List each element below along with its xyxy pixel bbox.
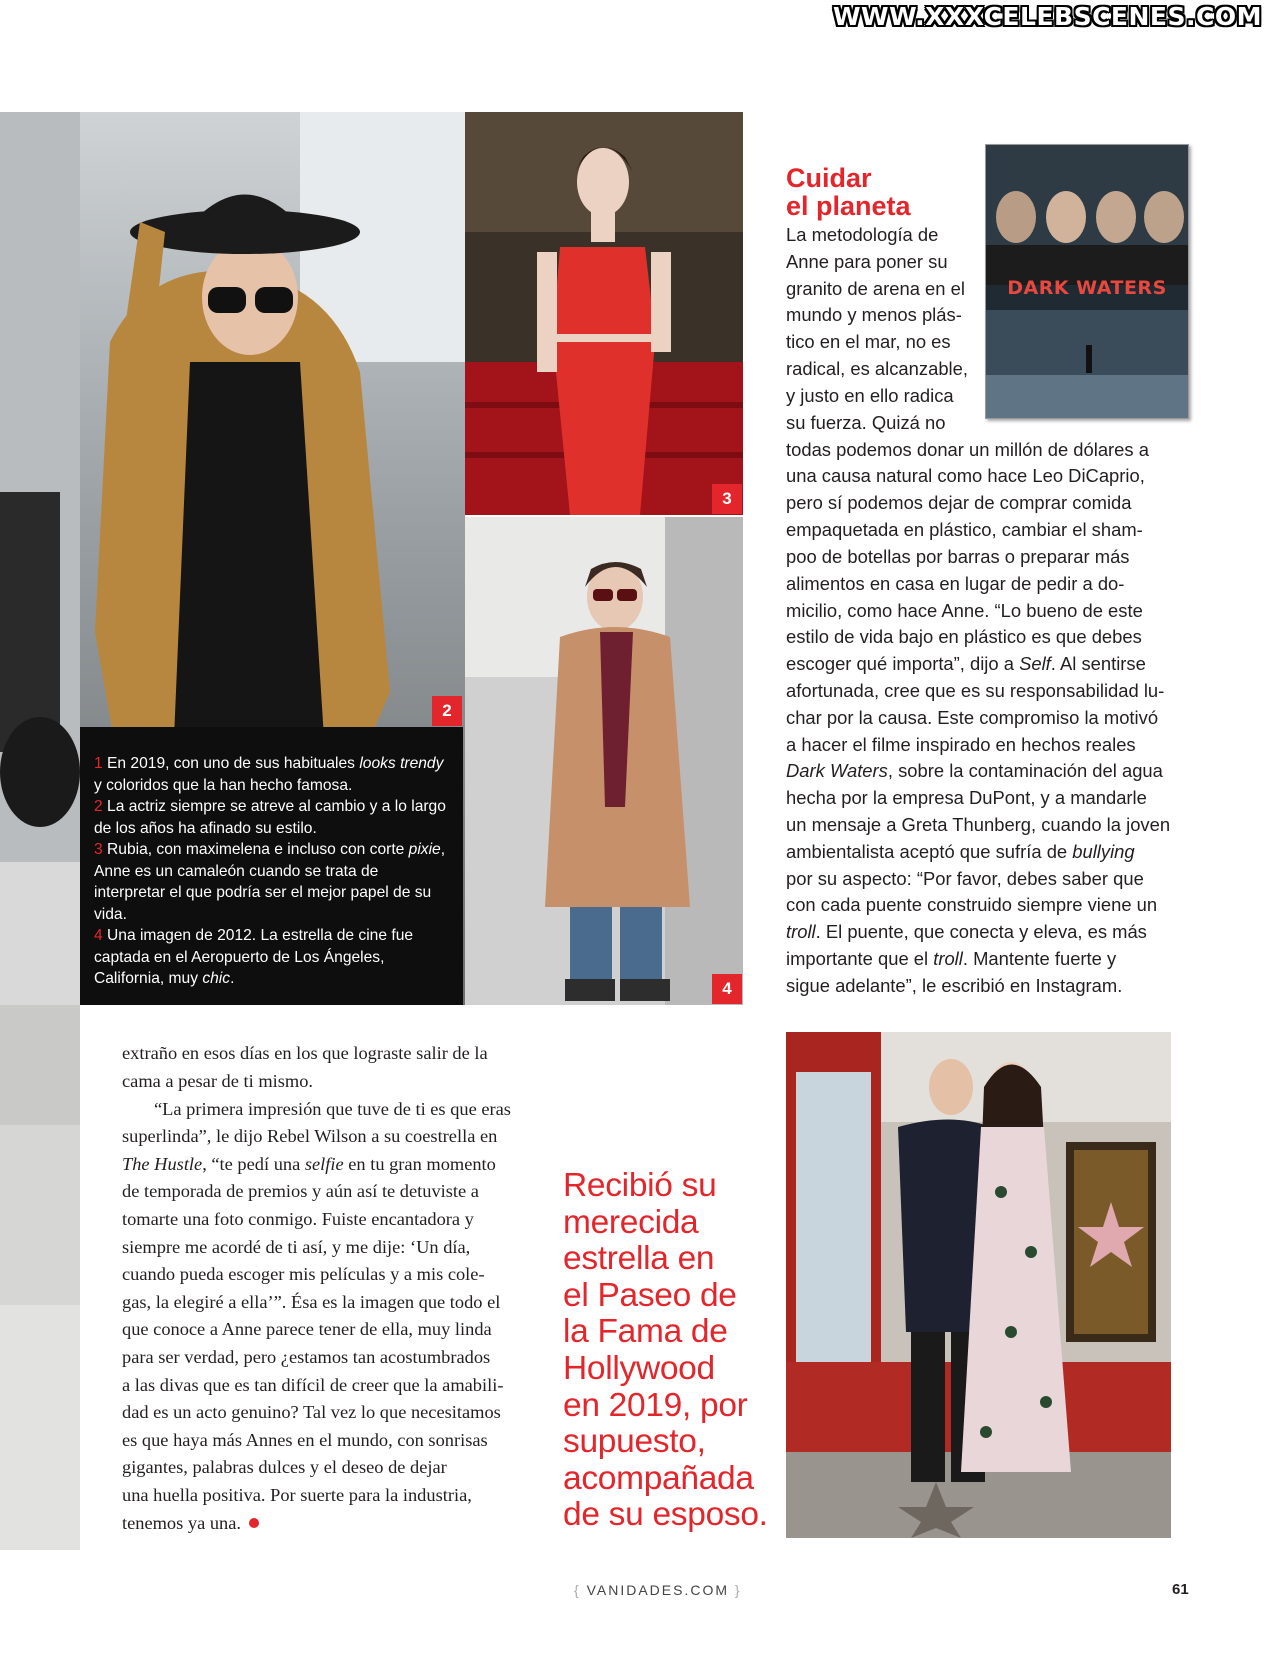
sidebar-line: La metodología de xyxy=(786,224,939,245)
sidebar-line: Anne para poner su xyxy=(786,251,948,272)
body-line: para ser verdad, pero ¿estamos tan acostumbrados xyxy=(122,1347,491,1367)
sidebar-line: escoger qué importa”, dijo a Self. Al sentirse xyxy=(786,653,1146,674)
watermark: WWW.XXXCELEBSCENES.COM xyxy=(832,2,1262,31)
body-line: cuando pueda escoger mis películas y a mis cole- xyxy=(122,1264,485,1284)
sidebar-line: troll. El puente, que conecta y eleva, es más xyxy=(786,921,1147,942)
sidebar-line: pero sí podemos dejar de comprar comida xyxy=(786,492,1132,513)
caption-1: 1 En 2019, con uno de sus habituales looks trendy y coloridos que la han hecho famosa. xyxy=(94,755,444,794)
photo-captions xyxy=(80,727,463,1005)
body-line: de temporada de premios y aún así te detuviste a xyxy=(122,1181,479,1201)
sidebar-line: su fuerza. Quizá no xyxy=(786,412,946,433)
body-line: tenemos ya una. xyxy=(122,1510,259,1538)
sidebar-line: char por la causa. Este compromiso la motivó xyxy=(786,707,1159,728)
photo-number-badge: 2 xyxy=(432,696,462,726)
sidebar-line: importante que el troll. Mantente fuerte y xyxy=(786,948,1117,969)
footer-website: { VANIDADES.COM } xyxy=(574,1582,742,1598)
body-line: dad es un acto genuino? Tal vez lo que necesitamos xyxy=(122,1402,501,1422)
sidebar-line: un mensaje a Greta Thunberg, cuando la joven xyxy=(786,814,1171,835)
body-line: cama a pesar de ti mismo. xyxy=(122,1071,313,1091)
sidebar-line: a hacer el filme inspirado en hechos reales xyxy=(786,734,1136,755)
caption-3: 3 Rubia, con maximelena e incluso con corte pixie, Anne es un camaleón cuando se trata de interpretar el que podría ser el mejor papel de su vida. xyxy=(94,841,446,923)
sidebar-title: Cuidar el planeta xyxy=(786,163,911,221)
caption-2: 2 La actriz siempre se atreve al cambio y a lo largo de los años ha afinado su estilo. xyxy=(94,798,446,837)
sidebar-line: poo de botellas por barras o preparar más xyxy=(786,546,1130,567)
sidebar-line: empaquetada en plástico, cambiar el sham- xyxy=(786,519,1143,540)
photo-walk-of-fame xyxy=(786,1032,1171,1538)
body-line: siempre me acordé de ti así, y me dije: ‘Un día, xyxy=(122,1237,471,1257)
body-line: superlinda”, le dijo Rebel Wilson a su coestrella en xyxy=(122,1126,498,1146)
body-line: tomarte una foto conmigo. Fuiste encantadora y xyxy=(122,1209,474,1229)
body-line: “La primera impresión que tuve de ti es que eras xyxy=(154,1099,511,1119)
body-line: a las divas que es tan difícil de creer que la amabili- xyxy=(122,1375,504,1395)
photo-street-edge xyxy=(0,1005,80,1550)
sidebar-line: Dark Waters, sobre la contaminación del agua xyxy=(786,760,1163,781)
sidebar-line: micilio, como hace Anne. “Lo bueno de este xyxy=(786,600,1143,621)
sidebar-line: mundo y menos plás- xyxy=(786,304,962,325)
photo-number-badge: 3 xyxy=(712,484,742,514)
sidebar-line: afortunada, cree que es su responsabilidad lu- xyxy=(786,680,1165,701)
body-line: gigantes, palabras dulces y el deseo de dejar xyxy=(122,1457,447,1477)
sidebar-line: alimentos en casa en lugar de pedir a do- xyxy=(786,573,1125,594)
sidebar-line: estilo de vida bajo en plástico es que debes xyxy=(786,626,1142,647)
sidebar-line: ambientalista aceptó que sufría de bullying xyxy=(786,841,1135,862)
body-line: The Hustle, “te pedí una selfie en tu gran momento xyxy=(122,1154,496,1174)
photo-trench-coat xyxy=(465,517,743,1005)
sidebar-line: y justo en ello radica xyxy=(786,385,954,406)
body-line: que conoce a Anne parece tener de ella, muy linda xyxy=(122,1319,492,1339)
end-mark-dot xyxy=(249,1518,259,1528)
sidebar-line: granito de arena en el xyxy=(786,278,965,299)
pull-quote: Recibió su merecida estrella en el Paseo de la Fama de Hollywood en 2019, por supuesto, acompañada de su esposo. xyxy=(563,1167,768,1534)
body-line: es que haya más Annes en el mundo, con sonrisas xyxy=(122,1430,488,1450)
sidebar-line: radical, es alcanzable, xyxy=(786,358,968,379)
photo-number-badge: 4 xyxy=(712,974,742,1004)
sidebar-line: una causa natural como hace Leo DiCaprio, xyxy=(786,465,1145,486)
sidebar-line: sigue adelante”, le escribió en Instagram. xyxy=(786,975,1123,996)
photo-red-dress xyxy=(465,112,743,515)
body-line: una huella positiva. Por suerte para la industria, xyxy=(122,1485,472,1505)
body-line: gas, la elegiré a ella’”. Ésa es la imagen que todo el xyxy=(122,1292,501,1312)
sidebar-line: hecha por la empresa DuPont, y a mandarle xyxy=(786,787,1147,808)
dvd-cover-dark-waters xyxy=(985,144,1189,419)
sidebar-line: con cada puente construido siempre viene un xyxy=(786,894,1158,915)
page-number: 61 xyxy=(1172,1581,1189,1598)
caption-4: 4 Una imagen de 2012. La estrella de cine fue captada en el Aeropuerto de Los Ángeles, California, muy chic. xyxy=(94,927,414,987)
sidebar-line: todas podemos donar un millón de dólares a xyxy=(786,439,1149,460)
dvd-title: DARK WATERS xyxy=(1007,277,1167,299)
sidebar-line: por su aspecto: “Por favor, debes saber que xyxy=(786,868,1144,889)
sidebar-line: tico en el mar, no es xyxy=(786,331,951,352)
body-line: extraño en esos días en los que lograste salir de la xyxy=(122,1043,488,1063)
